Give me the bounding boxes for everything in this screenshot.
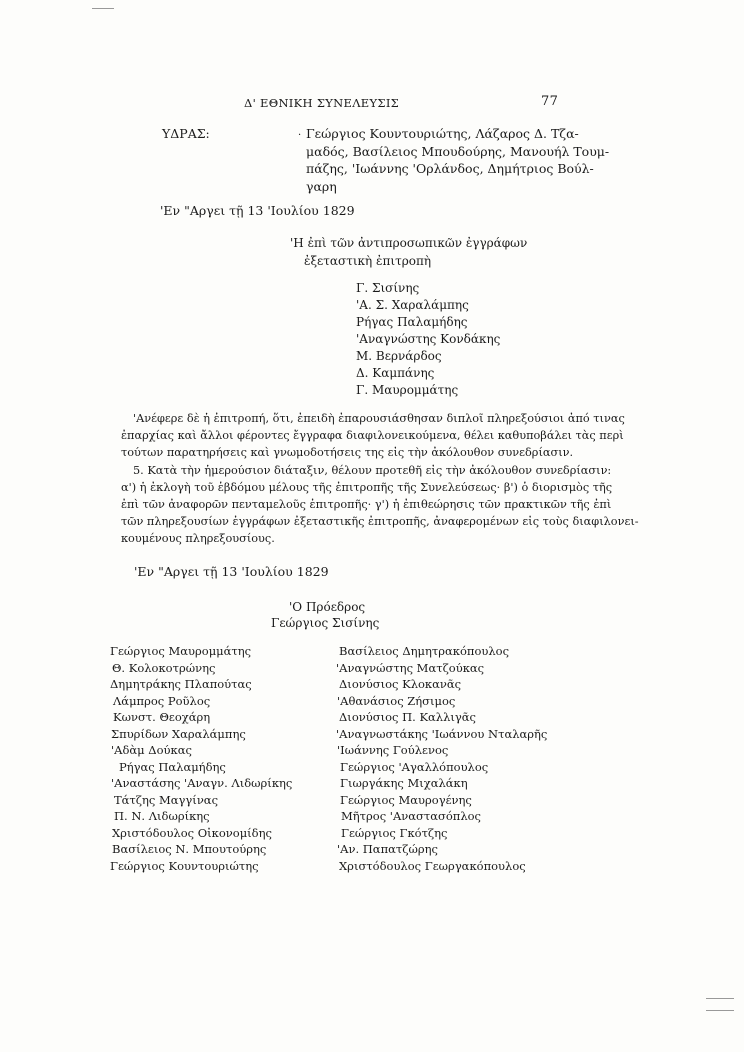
paragraph-line: ἐπαρχίας καὶ ἄλλοι φέροντες ἔγγραφα διαφιλονεικούμενα, θέλει καθυποβάλει τὰς περὶ <box>121 429 624 442</box>
scan-artifact <box>92 8 114 9</box>
committee-members <box>356 281 500 400</box>
signatory: Γεώργιος Γκότζης <box>341 825 448 840</box>
signatories-left <box>110 643 292 874</box>
signatory: Γιωργάκης Μιχαλάκη <box>340 776 468 790</box>
paragraph-line: τῶν πληρεξουσίων ἐγγράφων ἐξεταστικῆς ἐπιτροπῆς, ἀναφερομένων εἰς τοὺς διαφιλονει- <box>121 515 639 528</box>
committee-heading-line: 'Η ἐπὶ τῶν ἀντιπροσωπικῶν ἐγγράφων <box>290 236 528 250</box>
signatory: Κωνστ. Θεοχάρη <box>113 710 211 724</box>
hydra-members <box>306 125 609 195</box>
signatory: Γεώργιος Μαυρομμάτης <box>110 644 252 658</box>
signatory: Γεώργιος Μαυρογένης <box>340 792 472 807</box>
signatory: Π. Ν. Λιδωρίκης <box>114 809 210 823</box>
signatory: 'Αδὰμ Δούκας <box>111 743 192 757</box>
paragraph-line: 5. Κατὰ τὴν ἡμερούσιον διάταξιν, θέλουν προτεθῆ εἰς τὴν ἀκόλουθον συνεδρίασιν: <box>133 464 612 477</box>
signatory: 'Αναγνωστάκης 'Ιωάννου Νταλαρῆς <box>336 726 548 741</box>
signatory: Διονύσιος Κλοκανᾶς <box>339 677 462 691</box>
signatory: Χριστόδουλος Οἰκονομίδης <box>112 825 272 840</box>
committee-member: Γ. Μαυρομμάτης <box>356 383 459 397</box>
signatory: Θ. Κολοκοτρώνης <box>112 660 216 675</box>
hydra-label: ΥΔΡΑΣ: <box>162 126 210 141</box>
signatory: 'Ιωάννης Γούλενος <box>337 743 449 757</box>
signatories-right <box>336 643 547 874</box>
committee-heading-line: ἐξεταστικὴ ἐπιτροπὴ <box>304 254 432 268</box>
committee-member: Δ. Καμπάνης <box>356 366 435 380</box>
scan-artifact <box>706 1010 734 1011</box>
committee-member: 'Αναγνώστης Κονδάκης <box>356 332 501 346</box>
signatory: 'Αναγνώστης Ματζούκας <box>336 660 485 675</box>
signatory: Λάμπρος Ροῦλος <box>113 693 211 708</box>
committee-member: Ρήγας Παλαμήδης <box>356 315 468 329</box>
signatory: Γεώργιος Κουντουριώτης <box>110 858 259 873</box>
signatory: Ρήγας Παλαμήδης <box>119 759 226 774</box>
paragraph-line: 'Ανέφερε δὲ ἡ ἐπιτροπή, ὅτι, ἐπειδὴ ἐπαρουσιάσθησαν διπλοῖ πληρεξούσιοι ἀπό τινας <box>133 412 625 425</box>
signatory: Δημητράκης Πλαπούτας <box>110 677 252 691</box>
signatory: Τάτζης Μαγγίνας <box>114 792 219 807</box>
signatory: Γεώργιος 'Αγαλλόπουλος <box>340 759 489 774</box>
president-name: Γεώργιος Σισίνης <box>271 616 380 630</box>
hydra-line: γαρη <box>306 178 337 194</box>
hydra-dot: · <box>298 130 302 141</box>
signatory: Βασίλειος Δημητρακόπουλος <box>339 644 510 658</box>
signatory: Βασίλειος Ν. Μπουτούρης <box>112 842 267 856</box>
signatory: 'Αθανάσιος Ζήσιμος <box>337 693 456 708</box>
hydra-line: μαδός, Βασίλειος Μπουδούρης, Μανουήλ Τουμ- <box>306 143 610 159</box>
place-date: 'Εν "Αργει τῇ 13 'Ιουλίου 1829 <box>160 203 355 218</box>
signatory: Σπυρίδων Χαραλάμπης <box>111 726 246 741</box>
signatory: Μῆτρος 'Αναστασόπλος <box>341 809 481 823</box>
hydra-line: πάζης, 'Ιωάννης 'Ορλάνδος, Δημήτριος Βούλ- <box>306 161 594 176</box>
committee-member: 'Α. Σ. Χαραλάμπης <box>356 298 469 312</box>
signatory: 'Αν. Παπατζώρης <box>337 842 438 856</box>
committee-member: Γ. Σισίνης <box>356 281 420 295</box>
paragraph <box>121 462 639 547</box>
place-date: 'Εν "Αργει τῇ 13 'Ιουλίου 1829 <box>134 564 329 579</box>
page-number: 77 <box>541 94 559 109</box>
paragraph-line: α') ἡ ἐκλογὴ τοῦ ἑβδόμου μέλους τῆς ἐπιτροπῆς τῆς Συνελεύσεως· β') ὁ διορισμὸς τῆς <box>121 481 613 494</box>
scan-artifact <box>706 998 734 999</box>
signatory: Διονύσιος Π. Καλλιγᾶς <box>339 710 476 724</box>
committee-heading <box>290 234 527 270</box>
signatory: 'Αναστάσης 'Αναγν. Λιδωρίκης <box>111 776 293 790</box>
paragraph <box>121 410 625 461</box>
hydra-line: Γεώργιος Κουντουριώτης, Λάζαρος Δ. Τζα- <box>306 126 579 141</box>
president-title: 'Ο Πρόεδρος <box>289 600 366 614</box>
committee-member: Μ. Βερνάρδος <box>356 349 442 363</box>
paragraph-line: ἐπὶ τῶν ἀναφορῶν πενταμελοῦς ἐπιτροπῆς· γ') ἡ ἐπιθεώρησις τῶν πρακτικῶν τῆς ἐπὶ <box>121 498 612 511</box>
paragraph-line: κουμένους πληρεξουσίους. <box>121 532 275 545</box>
running-title: Δ' ΕΘΝΙΚΗ ΣΥΝΕΛΕΥΣΙΣ <box>244 96 400 110</box>
paragraph-line: τούτων παρατηρήσεις καὶ γνωμοδοτήσεις της εἰς τὴν ἀκόλουθον συνεδρίασιν. <box>121 446 574 459</box>
signatory: Χριστόδουλος Γεωργακόπουλος <box>339 858 526 873</box>
